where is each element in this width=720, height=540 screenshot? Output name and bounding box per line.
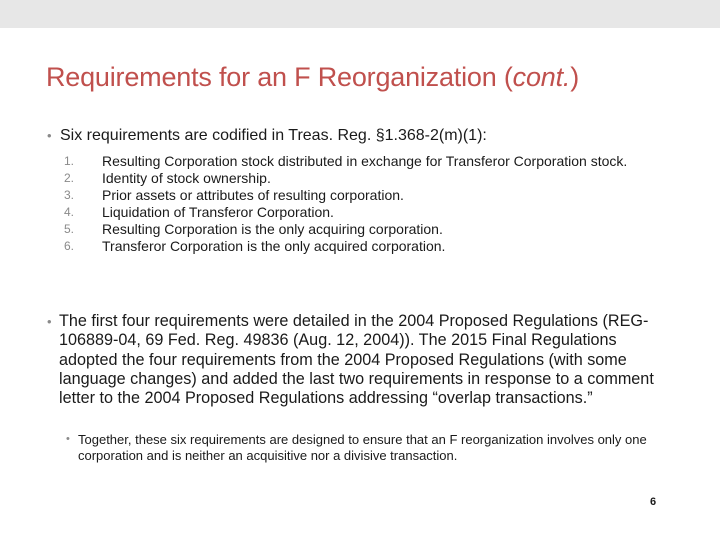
requirement-text: Resulting Corporation stock distributed in exchange for Transferor Corporation stock. [102, 153, 628, 169]
requirement-item [60, 221, 660, 238]
requirement-item [60, 170, 660, 187]
requirement-number: 4. [64, 205, 75, 219]
requirements-list [60, 153, 660, 255]
title-end: ) [570, 62, 579, 92]
page-number: 6 [650, 496, 657, 508]
intro-text: Six requirements are codified in Treas. Reg. §1.368-2(m)(1): [60, 127, 487, 144]
requirement-text: Identity of stock ownership. [102, 170, 271, 186]
requirement-item [60, 238, 660, 255]
requirement-text: Prior assets or attributes of resulting corporation. [102, 187, 404, 203]
history-text: The first four requirements were detailed in the 2004 Proposed Regulations (REG-106889-04, 69 Fed. Reg. 49836 (Aug. 12, 2004)). The 2015 Final Regulations adopted the four requirements from the 2004 Proposed Regulations (with some language changes) and added the last two requirements in response to a comment letter to the 2004 Proposed Regulations addressing “overlap transactions.” [59, 312, 654, 408]
requirement-number: 2. [64, 171, 75, 185]
requirement-item [60, 153, 660, 170]
requirement-text: Transferor Corporation is the only acquired corporation. [102, 238, 446, 254]
title-emphasis: cont. [512, 62, 571, 92]
requirement-number: 3. [64, 188, 75, 202]
requirement-text: Liquidation of Transferor Corporation. [102, 204, 334, 220]
title-main: Requirements for an F Reorganization ( [46, 62, 513, 92]
requirement-item [60, 187, 660, 204]
history-bullet [47, 312, 677, 408]
summary-text: Together, these six requirements are designed to ensure that an F reorganization involves only one corporation and is neither an acquisitive nor a divisive transaction. [78, 432, 647, 463]
bullet-icon: • [66, 433, 70, 445]
requirement-number: 6. [64, 239, 75, 253]
summary-subbullet [66, 432, 686, 463]
requirement-text: Resulting Corporation is the only acquiring corporation. [102, 221, 443, 237]
bullet-icon: • [47, 314, 52, 329]
top-band [0, 0, 720, 28]
requirement-number: 1. [64, 154, 75, 168]
requirement-item [60, 204, 660, 221]
slide-title [46, 62, 579, 93]
bullet-icon: • [47, 128, 52, 143]
requirement-number: 5. [64, 222, 75, 236]
